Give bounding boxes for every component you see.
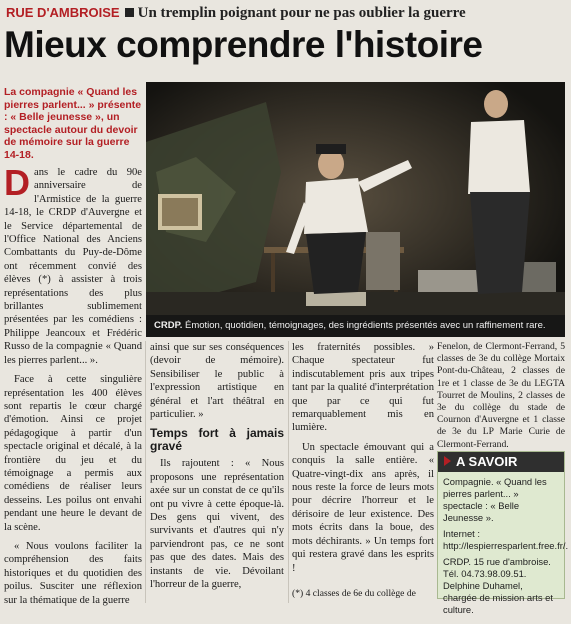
info-box-body — [438, 472, 569, 624]
info-box — [437, 451, 569, 615]
triangle-icon — [444, 456, 451, 466]
info-box-title: A SAVOIR — [456, 454, 518, 469]
column-divider — [145, 341, 146, 603]
stage-photo — [146, 82, 565, 337]
caption-label: CRDP. — [154, 320, 183, 331]
col1-paragraph-1: ans le cadre du 90e anniversaire de l'Armistice de la guerre 14-18, le CRDP d'Auvergne et le Service départemental de l'Office National des Anciens Combattants du Puy-de-Dôme ont récemment convié des élèves (*) à assister à trois représentations des plus brillantes sublimement présentées par les comédiens : Philippe Jeancoux et Frédéric Russo de la compagnie « Quand les pierres parlent... ». — [4, 167, 142, 366]
col2-paragraph-2: Ils rajoutent : « Nous proposons une représentation axée sur un constat de ce qu'ils ont pu vivre à cette époque-là. Des gens qui vivent, des survivants et d'autres qui n'y parviendront pas, ce ne sont pas que des dates. Mais des instants de vie. Dévoilant l'horreur de la guerre, — [150, 458, 284, 591]
col3-paragraph-2: Un spectacle émouvant qui a conquis la salle entière. « Quatre-vingt-dix ans après, il nous reste la force de leurs mots pour décrire l'horreur et le dérisoire de leur existence. Des mots écrits dans la boue, des mots déchirants. » Un temps fort qui restera gravé dans les esprits ! — [292, 441, 434, 574]
article-column-4: Fenelon, de Clermont-Ferrand, 5 classes de 3e du collège Mortaix Pont-du-Château, 2 classes de 1re et 1 classe de 3e du LEGTA Tourret de Moulins, 2 classes de 3e du collège du stade de Cournon d'Auvergne et 1 classe de 3e du LP Marie Curie de Clermont-Ferrand. — [437, 341, 565, 450]
col1-paragraph-3: « Nous voulons faciliter la compréhension des faits historiques et du quotidien des poilus. Susciter une réflexion sur la thématique de la guerre — [4, 540, 142, 606]
section-kicker: RUE D'AMBROISE — [6, 5, 120, 20]
footnote: (*) 4 classes de 6e du collège de — [292, 588, 416, 599]
info-company: Compagnie. « Quand les pierres parlent... » spectacle : « Belle Jeunesse ». — [443, 476, 547, 523]
col1-paragraph-2: Face à cette singulière représentation les 400 élèves sont repartis le cœur chargé d'émotion. Ainsi ce projet pédagogique à partir d'un spectacle original et décalé, à la frontière du jeu et du témoignage a permis aux comédiens de réaliser leurs desseins. Les poilus ont envahi pendant une heure le devant de la scène. — [4, 374, 142, 533]
article-column-2 — [150, 341, 284, 598]
info-contact: CRDP. 15 rue d'ambroise. Tél. 04.73.98.09.51. Delphine Duhamel, chargée de mission arts et culture. — [443, 556, 553, 615]
photo-caption — [146, 315, 565, 337]
lead-paragraph: La compagnie « Quand les pierres parlent... » présente : « Belle jeunesse », un spectacle autour du devoir de mémoire sur la guerre 14-18. — [4, 86, 142, 161]
article-column-1 — [4, 162, 142, 613]
info-box-header — [438, 452, 564, 472]
intertitle: Temps fort à jamais gravé — [150, 426, 284, 454]
article-column-3 — [292, 341, 434, 581]
headline: Mieux comprendre l'histoire — [4, 24, 483, 65]
caption-text: Émotion, quotidien, témoignages, des ingrédients présentés avec un raffinement rare. — [184, 320, 546, 331]
stage-scene-illustration — [146, 82, 565, 337]
col3-paragraph-1: les fraternités possibles. » Chaque spectateur fut indiscutablement pris aux tripes tant par la qualité d'interprétation que par ce qui fut remarquablement mis en lumière. — [292, 342, 434, 434]
kicker-line — [6, 4, 566, 26]
col2-paragraph-1: ainsi que sur ses conséquences (devoir de mémoire). Sensibiliser le public à l'expression artistique en général et l'art théâtral en particulier. » — [150, 342, 284, 421]
column-divider — [288, 341, 289, 603]
square-bullet-icon — [125, 8, 134, 17]
subheadline: Un tremplin poignant pour ne pas oublier la guerre — [137, 5, 466, 21]
info-internet[interactable]: Internet : http://lespierresparlent.free.fr/. — [443, 528, 569, 551]
drop-cap: D — [4, 162, 30, 203]
